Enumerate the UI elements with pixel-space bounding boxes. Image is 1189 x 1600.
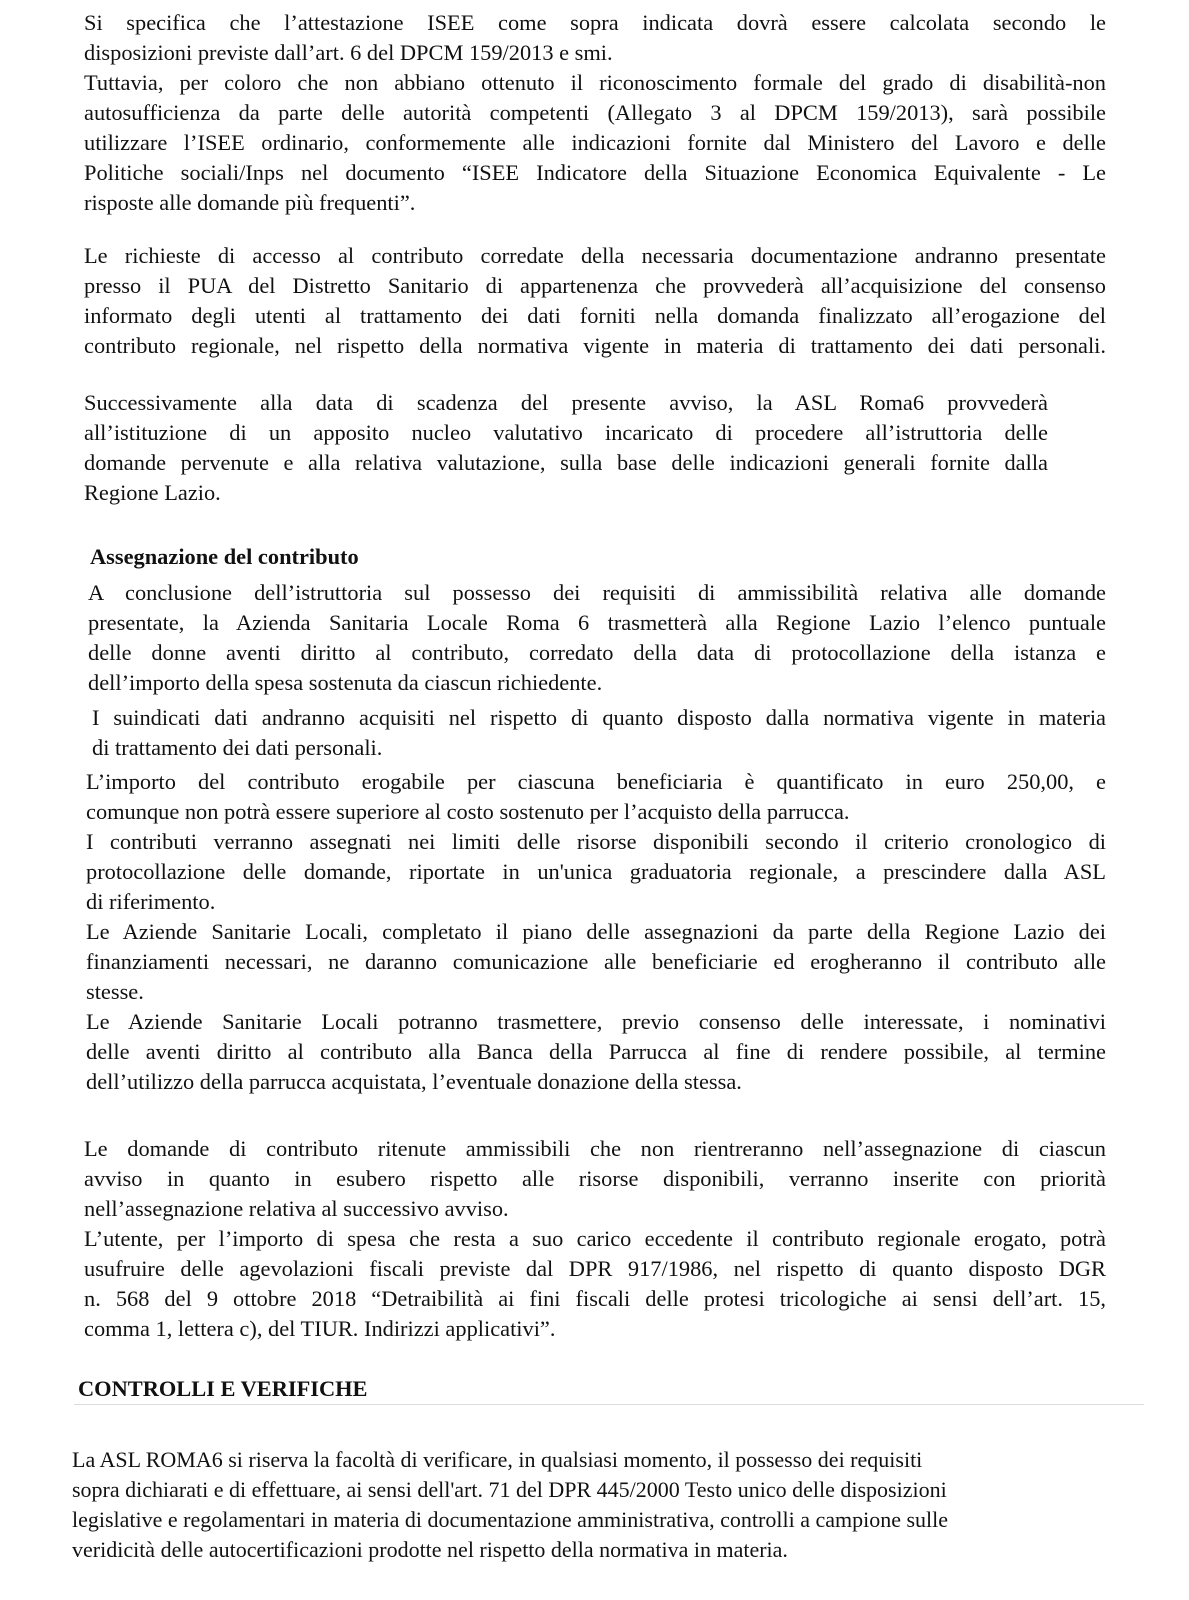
text-line: stesse. (86, 979, 144, 1004)
paragraph-suindicati (92, 703, 1106, 763)
text-line: I contributi verranno assegnati nei limiti delle risorse disponibili secondo il criterio cronologico di (86, 829, 1106, 854)
text-line: all’istituzione di un apposito nucleo valutativo incaricato di procedere all’istruttoria delle (84, 420, 1048, 445)
text-line: sopra dichiarati e di effettuare, ai sensi dell'art. 71 del DPR 445/2000 Testo unico delle disposizioni (72, 1477, 947, 1502)
text-line: Tuttavia, per coloro che non abbiano ottenuto il riconoscimento formale del grado di disabilità-non (84, 70, 1106, 95)
text-line: Si specifica che l’attestazione ISEE come sopra indicata dovrà essere calcolata secondo le (84, 10, 1106, 35)
text-line: presentate, la Azienda Sanitaria Locale Roma 6 trasmetterà alla Regione Lazio l’elenco puntuale (88, 610, 1106, 635)
text-line: dell’importo della spesa sostenuta da ciascun richiedente. (88, 670, 603, 695)
text-line: risposte alle domande più frequenti”. (84, 190, 416, 215)
text-line: domande pervenute e alla relativa valutazione, sulla base delle indicazioni generali fornite dalla (84, 450, 1048, 475)
section-heading-assegnazione: Assegnazione del contributo (90, 544, 359, 569)
text-line: disposizioni previste dall’art. 6 del DPCM 159/2013 e smi. (84, 40, 613, 65)
text-line: Regione Lazio. (84, 480, 221, 505)
text-line: delle aventi diritto al contributo alla Banca della Parrucca al fine di rendere possibile, al termine (86, 1039, 1106, 1064)
text-line: n. 568 del 9 ottobre 2018 “Detraibilità ai fini fiscali delle protesi tricologiche ai sensi dell’art. 15, (84, 1286, 1106, 1311)
text-line: di riferimento. (86, 889, 216, 914)
text-line: Politiche sociali/Inps nel documento “ISEE Indicatore della Situazione Economica Equivalente - Le (84, 160, 1106, 185)
text-line: protocollazione delle domande, riportate in un'unica graduatoria regionale, a prescindere dalla ASL (86, 859, 1106, 884)
text-line: di trattamento dei dati personali. (92, 735, 383, 760)
text-line: Le richieste di accesso al contributo corredate della necessaria documentazione andranno presentate (84, 243, 1106, 268)
paragraph-domande (84, 1134, 1106, 1344)
text-line: autosufficienza da parte delle autorità competenti (Allegato 3 al DPCM 159/2013), sarà possibile (84, 100, 1106, 125)
paragraph-richieste (84, 241, 1106, 361)
text-line: informato degli utenti al trattamento dei dati forniti nella domanda finalizzato all’erogazione del (84, 303, 1106, 328)
text-line: contributo regionale, nel rispetto della normativa vigente in materia di trattamento dei dati personali. (84, 333, 1106, 358)
text-line: avviso in quanto in esubero rispetto alle risorse disponibili, verranno inserite con priorità (84, 1166, 1106, 1191)
text-line: Le Aziende Sanitarie Locali, completato il piano delle assegnazioni da parte della Regione Lazio dei (86, 919, 1106, 944)
text-line: veridicità delle autocertificazioni prodotte nel rispetto della normativa in materia. (72, 1537, 788, 1562)
text-line: presso il PUA del Distretto Sanitario di appartenenza che provvederà all’acquisizione del consenso (84, 273, 1106, 298)
text-line: I suindicati dati andranno acquisiti nel rispetto di quanto disposto dalla normativa vigente in materia (92, 705, 1106, 730)
text-line: nell’assegnazione relativa al successivo avviso. (84, 1196, 509, 1221)
text-line: La ASL ROMA6 si riserva la facoltà di verificare, in qualsiasi momento, il possesso dei requisiti (72, 1447, 923, 1472)
text-line: finanziamenti necessari, ne daranno comunicazione alle beneficiarie ed erogheranno il contributo alle (86, 949, 1106, 974)
text-line: utilizzare l’ISEE ordinario, conformemente alle indicazioni fornite dal Ministero del Lavoro e delle (84, 130, 1106, 155)
text-line: Successivamente alla data di scadenza del presente avviso, la ASL Roma6 provvederà (84, 390, 1048, 415)
text-line: delle donne aventi diritto al contributo, corredato della data di protocollazione della istanza e (88, 640, 1106, 665)
divider (74, 1404, 1144, 1405)
text-line: A conclusione dell’istruttoria sul possesso dei requisiti di ammissibilità relativa alle domande (88, 580, 1106, 605)
paragraph-conclusione (88, 578, 1106, 698)
text-line: dell’utilizzo della parrucca acquistata, l’eventuale donazione della stessa. (86, 1069, 742, 1094)
section-heading-controlli: CONTROLLI E VERIFICHE (78, 1376, 368, 1401)
text-line: legislative e regolamentari in materia di documentazione amministrativa, controlli a campione sulle (72, 1507, 949, 1532)
paragraph-verifiche (72, 1445, 1088, 1565)
text-line: usufruire delle agevolazioni fiscali previste dal DPR 917/1986, nel rispetto di quanto disposto DGR (84, 1256, 1106, 1281)
text-line: comunque non potrà essere superiore al costo sostenuto per l’acquisto della parrucca. (86, 799, 850, 824)
paragraph-isee (84, 8, 1106, 218)
paragraph-importo (86, 767, 1106, 1097)
text-line: L’utente, per l’importo di spesa che resta a suo carico eccedente il contributo regionale erogato, potrà (84, 1226, 1106, 1251)
text-line: L’importo del contributo erogabile per ciascuna beneficiaria è quantificato in euro 250,00, e (86, 769, 1106, 794)
paragraph-successivamente (84, 388, 1048, 508)
text-line: Le domande di contributo ritenute ammissibili che non rientreranno nell’assegnazione di ciascun (84, 1136, 1106, 1161)
text-line: Le Aziende Sanitarie Locali potranno trasmettere, previo consenso delle interessate, i nominativi (86, 1009, 1106, 1034)
text-line: comma 1, lettera c), del TIUR. Indirizzi applicativi”. (84, 1316, 556, 1341)
